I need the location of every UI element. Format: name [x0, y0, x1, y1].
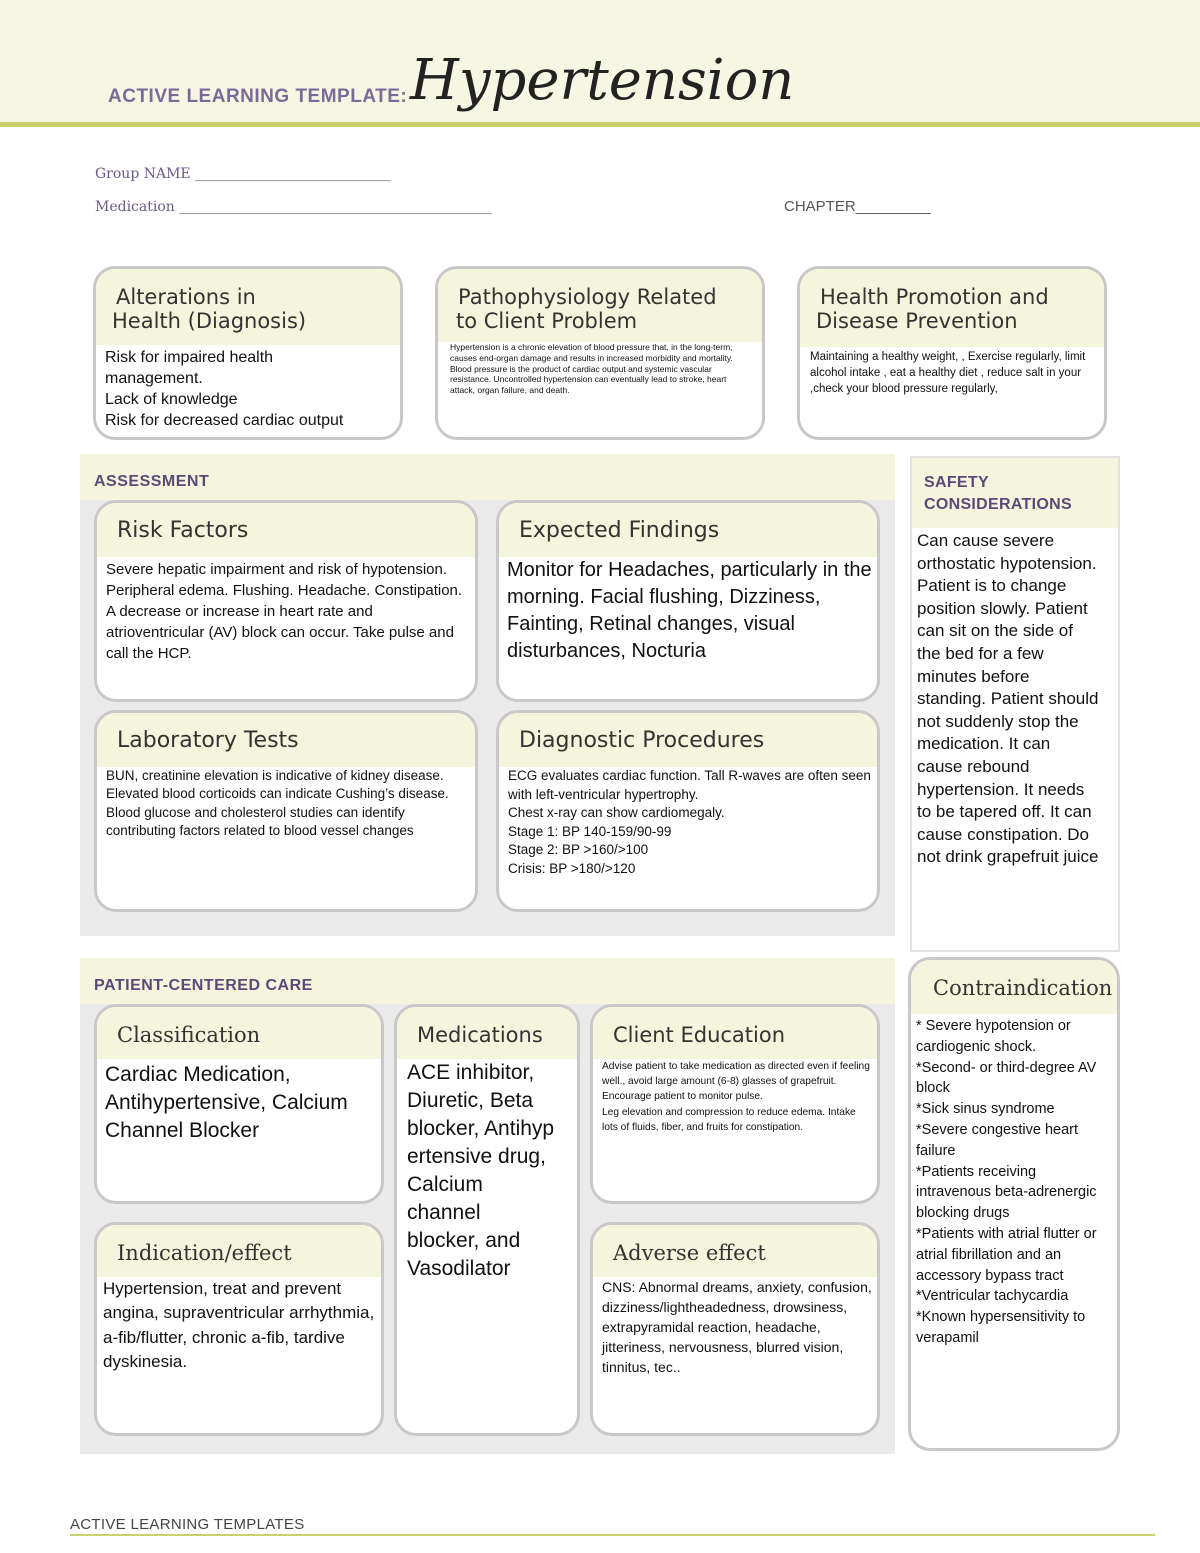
chapter-field[interactable] [784, 198, 931, 215]
safety-line: Patient is to change [917, 576, 1067, 596]
chapter-blank: _________ [855, 198, 931, 215]
contraindication-line: *Second- or third-degree AV block [916, 1059, 1097, 1097]
diagnostic-line: ECG evaluates cardiac function. Tall R-waves are often seen with left-ventricular hypertrophy. [508, 768, 871, 802]
safety-body [912, 528, 1118, 950]
medication-blank: ________________________________________________ [179, 199, 492, 215]
template-label: ACTIVE LEARNING TEMPLATE: [108, 86, 408, 107]
classification-text: Cardiac Medication, Antihypertensive, Calcium Channel Blocker [105, 1063, 348, 1142]
safety-line: cause constipation. Do [917, 824, 1089, 844]
indication-effect-text: Hypertension, treat and prevent angina, supraventricular arrhythmia, a-fib/flutter, chronic a-fib, tardive dyskinesia. [103, 1279, 375, 1371]
assessment-title: ASSESSMENT [94, 473, 210, 490]
contraindication-box [908, 957, 1120, 1451]
patient-care-title: PATIENT-CENTERED CARE [94, 977, 313, 994]
chapter-label: CHAPTER [784, 198, 856, 215]
group-name-field[interactable] [95, 166, 390, 182]
safety-line: hypertension. It needs [917, 779, 1085, 799]
expected-findings-box [496, 500, 880, 702]
safety-line: medication. It can [917, 734, 1051, 754]
classification-box [94, 1004, 384, 1204]
lab-test-line: Elevated blood corticoids can indicate Cushing’s disease. [106, 786, 449, 802]
page-title: Hypertension [410, 48, 795, 113]
diagnostic-line: Stage 2: BP >160/>100 [508, 842, 649, 858]
footer-text: ACTIVE LEARNING TEMPLATES [70, 1516, 305, 1533]
alterations-box [93, 266, 403, 440]
laboratory-tests-body [97, 767, 475, 841]
diagnostic-line: Crisis: BP >180/>120 [508, 860, 636, 876]
diagnostic-procedures-box [496, 710, 880, 912]
client-education-line: Leg elevation and compression to reduce edema. Intake lots of fluids, fiber, and fruits for constipation. [602, 1106, 856, 1133]
alterations-line: Lack of knowledge [105, 391, 238, 408]
expected-findings-header [499, 503, 877, 557]
contraindication-line: *Patients receiving intravenous beta-adrenergic blocking drugs [916, 1163, 1097, 1222]
alterations-body [96, 345, 400, 431]
pathophysiology-text: Hypertension is a chronic elevation of blood pressure that, in the long-term, causes end-organ damage and results in increased morbidity and mortality. Blood pressure is the product of cardiac output and systemic vascular resistance. Uncontrolled hypertension can eventually lead to stroke, heart attack, organ failure, and death. [450, 342, 733, 396]
diagnostic-procedures-title: Diagnostic Procedures [519, 728, 765, 753]
safety-title-1: SAFETY [924, 474, 989, 491]
alterations-line: management. [105, 370, 203, 387]
safety-line: to be tapered off. It can [917, 802, 1092, 822]
client-education-title: Client Education [613, 1023, 786, 1047]
footer-rule [70, 1534, 1155, 1536]
laboratory-tests-box [94, 710, 478, 912]
medications-header [397, 1007, 577, 1059]
safety-line: orthostatic hypotension. [917, 553, 1097, 573]
classification-title: Classification [117, 1023, 261, 1047]
health-promotion-text: Maintaining a healthy weight, , Exercise regularly, limit alcohol intake , eat a healthy diet , reduce salt in your ,check your blood pressure regularly, [810, 351, 1086, 395]
contraindication-line: *Patients with atrial flutter or atrial fibrillation and an accessory bypass tract [916, 1225, 1097, 1284]
diagnostic-line: Stage 1: BP 140-159/90-99 [508, 823, 672, 839]
lab-test-line: BUN, creatinine elevation is indicative of kidney disease. [106, 768, 444, 783]
indication-effect-title: Indication/effect [117, 1241, 292, 1265]
safety-line: cause rebound [917, 756, 1030, 776]
medication-line: ertensive drug, [407, 1145, 546, 1168]
pathophysiology-box [435, 266, 765, 440]
adverse-effect-text: CNS: Abnormal dreams, anxiety, confusion, dizziness/lightheadedness, drowsiness, extrapyramidal reaction, headache, jitteriness, nervousness, blurred vision, tinnitus, tec.. [602, 1279, 872, 1375]
health-promotion-box [797, 266, 1107, 440]
pathophysiology-header [438, 269, 762, 342]
contraindication-body [911, 1014, 1117, 1349]
medication-label: Medication [95, 199, 175, 215]
client-education-box [590, 1004, 880, 1204]
alterations-title-2: Health (Diagnosis) [112, 309, 307, 333]
medication-line: blocker, and [407, 1229, 521, 1252]
group-name-blank: ______________________________ [195, 166, 391, 182]
adverse-effect-header [593, 1225, 877, 1277]
diagnostic-line: Chest x-ray can show cardiomegaly. [508, 805, 725, 821]
medication-line: ACE inhibitor, [407, 1061, 535, 1084]
health-promotion-title-2: Disease Prevention [816, 309, 1018, 333]
health-promotion-title-1: Health Promotion and [820, 285, 1049, 309]
group-name-label: Group NAME [95, 166, 191, 182]
adverse-effect-box [590, 1222, 880, 1436]
risk-factors-title: Risk Factors [117, 518, 249, 543]
medications-body [397, 1059, 577, 1283]
contraindication-line: * Severe hypotension or cardiogenic shock. [916, 1018, 1071, 1055]
client-education-body [593, 1059, 877, 1135]
safety-line: position slowly. Patient [917, 598, 1088, 618]
risk-factors-box [94, 500, 478, 702]
laboratory-tests-title: Laboratory Tests [117, 728, 299, 753]
medication-line: channel [407, 1201, 481, 1224]
pathophysiology-title-2: to Client Problem [456, 309, 638, 333]
medications-title: Medications [417, 1023, 543, 1047]
medications-box [394, 1004, 580, 1436]
alterations-line: Risk for impaired health [105, 349, 274, 366]
indication-effect-box [94, 1222, 384, 1436]
safety-header [912, 458, 1118, 528]
safety-line: minutes before [917, 666, 1030, 686]
header-rule [0, 122, 1200, 127]
adverse-effect-title: Adverse effect [613, 1241, 766, 1265]
risk-factors-header [97, 503, 475, 557]
contraindication-line: *Ventricular tachycardia [916, 1288, 1069, 1305]
expected-findings-text: Monitor for Headaches, particularly in the morning. Facial flushing, Dizziness, Fainting, Retinal changes, visual disturbances, Nocturia [507, 559, 872, 662]
diagnostic-procedures-header [499, 713, 877, 767]
lab-test-line: Blood glucose and cholesterol studies can identify contributing factors related to blood vessel changes [106, 804, 414, 839]
medication-field[interactable] [95, 199, 491, 215]
health-promotion-header [800, 269, 1104, 347]
diagnostic-procedures-body [499, 767, 877, 879]
medication-line: Calcium [407, 1173, 483, 1196]
contraindication-line: *Known hypersensitivity to verapamil [916, 1309, 1086, 1346]
safety-considerations-box [910, 456, 1120, 952]
classification-header [97, 1007, 381, 1059]
safety-line: standing. Patient should [917, 689, 1099, 709]
contraindication-line: *Severe congestive heart failure [916, 1121, 1079, 1159]
contraindication-header [911, 960, 1117, 1014]
laboratory-tests-header [97, 713, 475, 767]
medication-line: Vasodilator [407, 1257, 511, 1280]
safety-title-2: CONSIDERATIONS [924, 496, 1072, 513]
safety-line: not suddenly stop the [917, 711, 1079, 731]
safety-line: can sit on the side of [917, 621, 1073, 641]
pathophysiology-title-1: Pathophysiology Related [458, 285, 717, 309]
alterations-header [96, 269, 400, 345]
client-education-header [593, 1007, 877, 1059]
contraindication-title: Contraindication [933, 976, 1113, 1000]
medication-line: Diuretic, Beta [407, 1089, 534, 1112]
safety-line: not drink grapefruit juice [917, 847, 1099, 867]
safety-line: Can cause severe [917, 531, 1055, 550]
risk-factors-text: Severe hepatic impairment and risk of hypotension. Peripheral edema. Flushing. Headache. Constipation. A decrease or increase in heart rate and atrioventricular (AV) block can occur. Take pulse and call the HCP. [106, 561, 463, 662]
safety-line: the bed for a few [917, 643, 1044, 663]
contraindication-line: *Sick sinus syndrome [916, 1101, 1055, 1118]
indication-effect-header [97, 1225, 381, 1277]
alterations-line: Risk for decreased cardiac output [105, 412, 344, 429]
client-education-line: Advise patient to take medication as directed even if feeling well., avoid large amount (6-8) glasses of grapefruit. Encourage patient to monitor pulse. [602, 1061, 870, 1103]
expected-findings-title: Expected Findings [519, 518, 720, 543]
alterations-title-1: Alterations in [116, 285, 256, 309]
medication-line: blocker, Antihyp [407, 1117, 555, 1140]
